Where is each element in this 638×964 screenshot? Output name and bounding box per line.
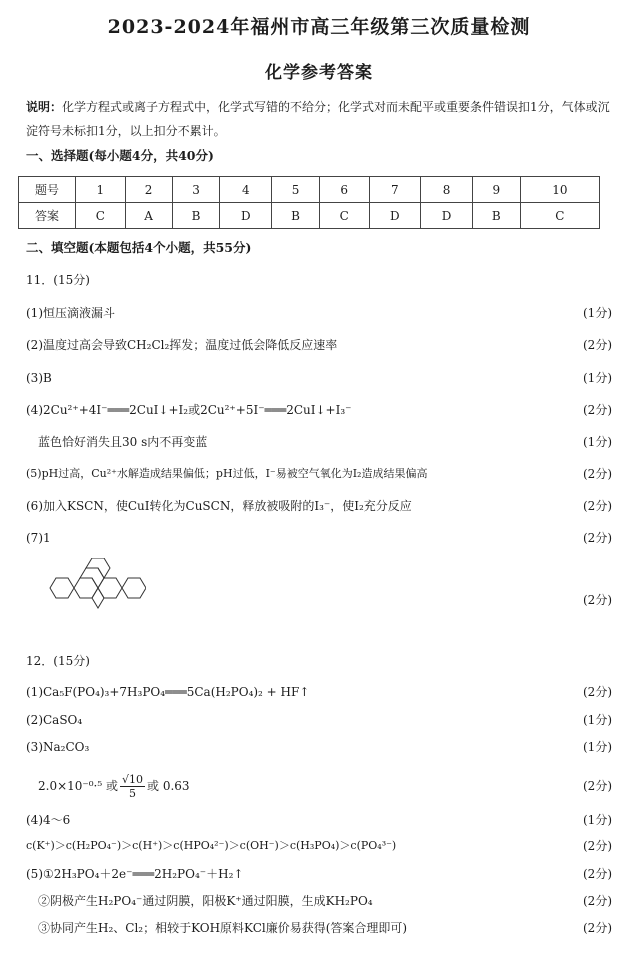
points: (2分) bbox=[583, 894, 612, 908]
points: (2分) bbox=[583, 338, 612, 352]
q12-title-text: 12．(15分) bbox=[26, 654, 90, 668]
answer-text: 蓝色恰好消失且30 s内不再变蓝 bbox=[38, 435, 208, 449]
answer-text: (5)pH过高，Cu²⁺水解造成结果偏低；pH过低，I⁻易被空气氧化为I₂造成结果偏高 bbox=[26, 467, 428, 480]
answer-cell: B bbox=[472, 203, 520, 229]
q12-ratio-answer bbox=[26, 770, 612, 802]
q12-item bbox=[26, 918, 612, 938]
fraction-denominator: 5 bbox=[129, 787, 136, 800]
question-number: 2 bbox=[125, 177, 172, 203]
question-number: 1 bbox=[76, 177, 126, 203]
answer-cell: B bbox=[172, 203, 220, 229]
note-text: 化学方程式或离子方程式中，化学式写错的不给分；化学式对而未配平或重要条件错误扣1分，气体或沉淀符号未标扣1分，以上扣分不累计。 bbox=[26, 100, 610, 138]
points: (1分) bbox=[583, 740, 612, 754]
points: (2分) bbox=[583, 685, 612, 699]
points: (2分) bbox=[583, 779, 612, 793]
points: (2分) bbox=[583, 867, 612, 881]
ratio-prefix: 2.0×10⁻⁰·⁵ 或 bbox=[38, 779, 118, 793]
answer-cell: C bbox=[520, 203, 599, 229]
q12-item bbox=[26, 836, 612, 856]
q11-item bbox=[26, 303, 612, 323]
answer-cell: B bbox=[272, 203, 320, 229]
answer-text: (4)2Cu²⁺+4I⁻═══2CuI↓+I₂或2Cu²⁺+5I⁻═══2CuI↓+I₃⁻ bbox=[26, 403, 352, 417]
question-number: 5 bbox=[272, 177, 320, 203]
answer-text: (4)4～6 bbox=[26, 813, 71, 827]
answer-cell: C bbox=[76, 203, 126, 229]
section2-heading: 二、填空题(本题包括4个小题，共55分) bbox=[26, 240, 252, 255]
points: (2分) bbox=[583, 531, 612, 545]
answer-text: ②阴极产生H₂PO₄⁻通过阴膜，阳极K⁺通过阳膜，生成KH₂PO₄ bbox=[38, 894, 373, 908]
question-number: 3 bbox=[172, 177, 220, 203]
q11-item bbox=[26, 528, 612, 548]
answer-text: (1)恒压滴液漏斗 bbox=[26, 306, 115, 320]
q12-item bbox=[26, 682, 612, 702]
q11-title-text: 11．(15分) bbox=[26, 273, 90, 287]
answer-text: (7)1 bbox=[26, 531, 51, 545]
question-number: 6 bbox=[319, 177, 369, 203]
answer-cell: D bbox=[421, 203, 473, 229]
points: (1分) bbox=[583, 713, 612, 727]
answer-cell: A bbox=[125, 203, 172, 229]
answer-text: (3)B bbox=[26, 371, 52, 385]
answer-cell: C bbox=[319, 203, 369, 229]
question-number: 4 bbox=[220, 177, 272, 203]
question-number: 7 bbox=[369, 177, 421, 203]
points: (2分) bbox=[583, 467, 612, 481]
answer-cell: D bbox=[220, 203, 272, 229]
answer-text: (2)CaSO₄ bbox=[26, 713, 83, 727]
points: (1分) bbox=[583, 306, 612, 320]
q12-item bbox=[26, 810, 612, 830]
points: (2分) bbox=[583, 921, 612, 935]
row-label-number: 题号 bbox=[19, 177, 76, 203]
q11-title bbox=[26, 270, 612, 290]
q11-item bbox=[26, 335, 612, 355]
q11-item bbox=[26, 496, 612, 516]
answer-text: (5)①2H₃PO₄＋2e⁻═══2H₂PO₄⁻＋H₂↑ bbox=[26, 867, 244, 881]
points: (1分) bbox=[583, 435, 612, 449]
points: (2分) bbox=[583, 593, 612, 607]
answer-text: (3)Na₂CO₃ bbox=[26, 740, 90, 754]
ratio-suffix: 或 0.63 bbox=[147, 779, 190, 793]
page-subtitle: 化学参考答案 bbox=[265, 63, 373, 83]
section1-heading: 一、选择题(每小题4分，共40分) bbox=[26, 148, 214, 163]
points: (1分) bbox=[583, 371, 612, 385]
table-row-numbers bbox=[19, 177, 600, 203]
question-number: 10 bbox=[520, 177, 599, 203]
note-label: 说明： bbox=[26, 100, 63, 114]
ratio-fraction bbox=[120, 773, 145, 800]
q12-item bbox=[26, 891, 612, 911]
q12-title bbox=[26, 651, 612, 671]
points: (2分) bbox=[583, 403, 612, 417]
ratio-expression bbox=[38, 770, 190, 802]
answer-text: (2)温度过高会导致CH₂Cl₂挥发；温度过低会降低反应速率 bbox=[26, 338, 338, 352]
points: (2分) bbox=[583, 499, 612, 513]
question-number: 8 bbox=[421, 177, 473, 203]
q11-item bbox=[26, 432, 612, 452]
points: (1分) bbox=[583, 813, 612, 827]
fraction-numerator: √10 bbox=[122, 773, 144, 786]
q11-structure-points-row bbox=[26, 590, 612, 610]
answer-text: (6)加入KSCN，使CuI转化为CuSCN，释放被吸附的I₃⁻，使I₂充分反应 bbox=[26, 499, 412, 513]
answer-text: (1)Ca₅F(PO₄)₃+7H₃PO₄═══5Ca(H₂PO₄)₂ + HF↑ bbox=[26, 685, 310, 699]
q11-item bbox=[26, 400, 612, 420]
question-number: 9 bbox=[472, 177, 520, 203]
q12-item bbox=[26, 864, 612, 884]
answer-table bbox=[18, 176, 600, 229]
table-row-answers bbox=[19, 203, 600, 229]
row-label-answer: 答案 bbox=[19, 203, 76, 229]
grading-note bbox=[26, 95, 612, 143]
q11-item bbox=[26, 368, 612, 388]
answer-cell: D bbox=[369, 203, 421, 229]
q12-item bbox=[26, 710, 612, 730]
answer-text: c(K⁺)＞c(H₂PO₄⁻)＞c(H⁺)＞c(HPO₄²⁻)＞c(OH⁻)＞c(H₃PO₄)＞c(PO₄³⁻) bbox=[26, 839, 397, 852]
answer-text: ③协同产生H₂、Cl₂；相较于KOH原料KCl廉价易获得(答案合理即可) bbox=[38, 921, 408, 935]
q11-item bbox=[26, 464, 612, 484]
page-title: 2023-2024年福州市高三年级第三次质量检测 bbox=[107, 16, 531, 38]
points: (2分) bbox=[583, 839, 612, 853]
q12-item bbox=[26, 737, 612, 757]
